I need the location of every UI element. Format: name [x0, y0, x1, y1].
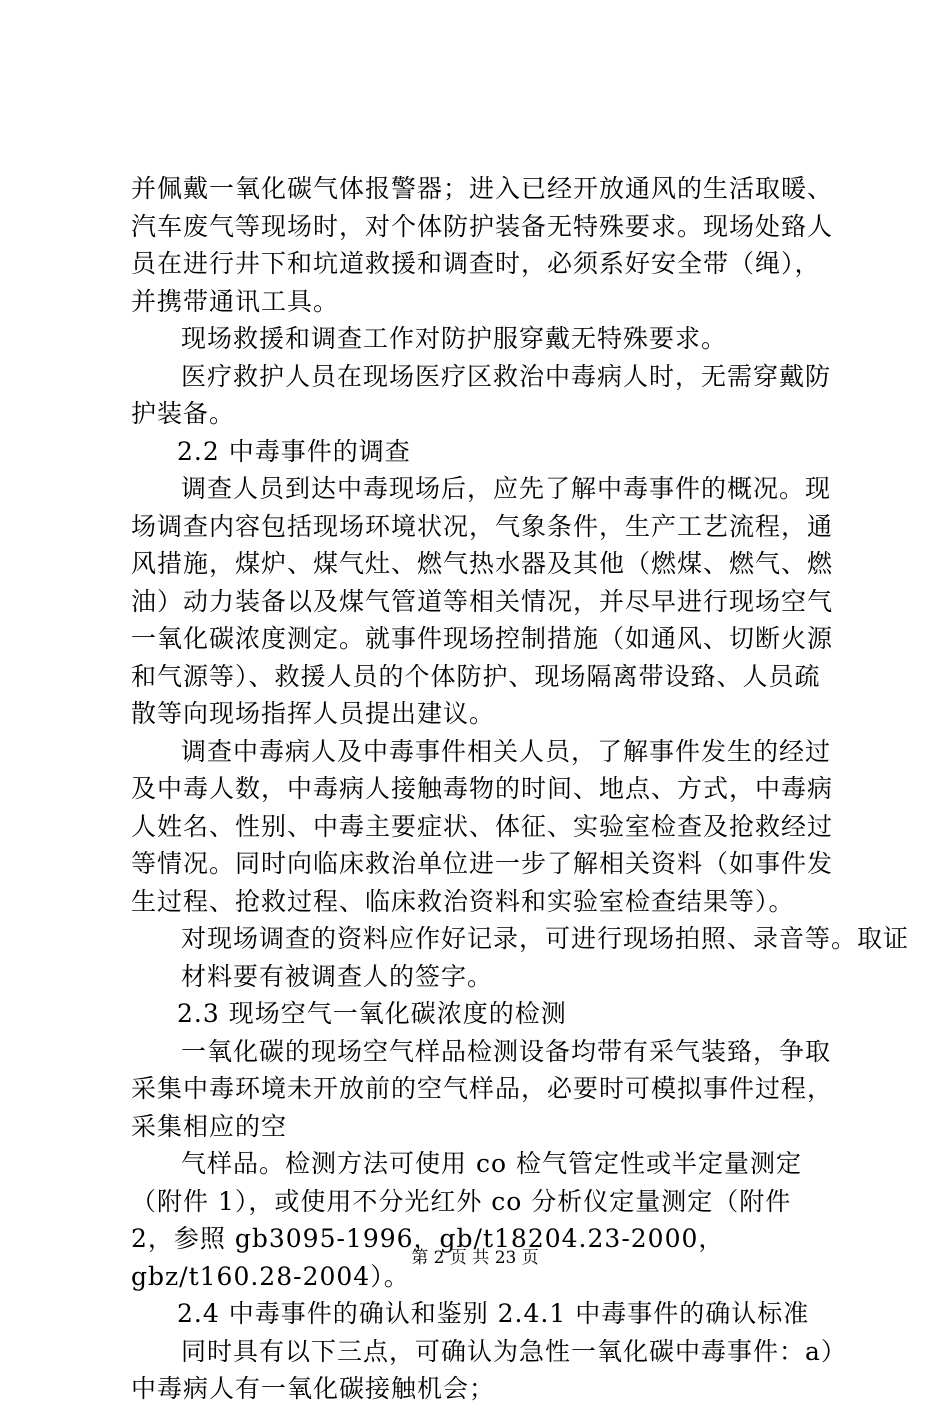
paragraph-investigation-scene: 调查人员到达中毒现场后，应先了解中毒事件的概况。现场调查内容包括现场环境状况，气象条件，生产工艺流程，通风措施，煤炉、煤气灶、燃气热水器及其他（燃煤、燃气、燃油）动力装备以及煤气管道等相关情况，并尽早进行现场空气一氧化碳浓度测定。就事件现场控制措施（如通风、切断火源和气源等）、救援人员的个体防护、现场隔离带设臵、人员疏散等向现场指挥人员提出建议。: [131, 474, 834, 728]
paragraph-protective-equipment: 并佩戴一氧化碳气体报警器；进入已经开放通风的生活取暖、汽车废气等现场时，对个体防护装备无特殊要求。现场处臵人员在进行井下和坑道救援和调查时，必须系好安全带（绳），并携带通讯工具。: [131, 174, 834, 316]
document-body: [131, 170, 910, 1408]
paragraph-detection-methods: 气样品。检测方法可使用 co 检气管定性或半定量测定（附件 1），或使用不分光红外 co 分析仪定量测定（附件 2，参照 gb3095-1996，gb/t18204.23-2000，gbz/t160.28-2004）。: [131, 1149, 802, 1291]
section-heading-2-3: 2.3 现场空气一氧化碳浓度的检测: [177, 999, 567, 1028]
paragraph-signature: 材料要有被调查人的签字。: [181, 961, 494, 991]
paragraph-confirmation-criteria: 同时具有以下三点，可确认为急性一氧化碳中毒事件：a）中毒病人有一氧化碳接触机会；: [131, 1336, 835, 1403]
paragraph-protective-clothing: 现场救援和调查工作对防护服穿戴无特殊要求。: [181, 324, 728, 353]
paragraph-medical-staff: 医疗救护人员在现场医疗区救治中毒病人时，无需穿戴防护装备。: [131, 361, 832, 428]
section-heading-2-4: 2.4 中毒事件的确认和鉴别 2.4.1 中毒事件的确认标准: [177, 1299, 810, 1328]
paragraph-sampling: 一氧化碳的现场空气样品检测设备均带有采气装臵，争取采集中毒环境未开放前的空气样品，必要时可模拟事件过程，采集相应的空: [131, 1036, 834, 1141]
page-number-footer: 第 2 页 共 23 页: [411, 1248, 539, 1268]
paragraph-records: 对现场调查的资料应作好记录，可进行现场拍照、录音等。取证: [181, 924, 910, 953]
paragraph-investigation-patients: 调查中毒病人及中毒事件相关人员，了解事件发生的经过及中毒人数，中毒病人接触毒物的时间、地点、方式，中毒病人姓名、性别、中毒主要症状、体征、实验室检查及抢救经过等情况。同时向临床救治单位进一步了解相关资料（如事件发生过程、抢救过程、临床救治资料和实验室检查结果等）。: [131, 736, 834, 916]
section-heading-2-2: 2.2 中毒事件的调查: [177, 436, 411, 466]
